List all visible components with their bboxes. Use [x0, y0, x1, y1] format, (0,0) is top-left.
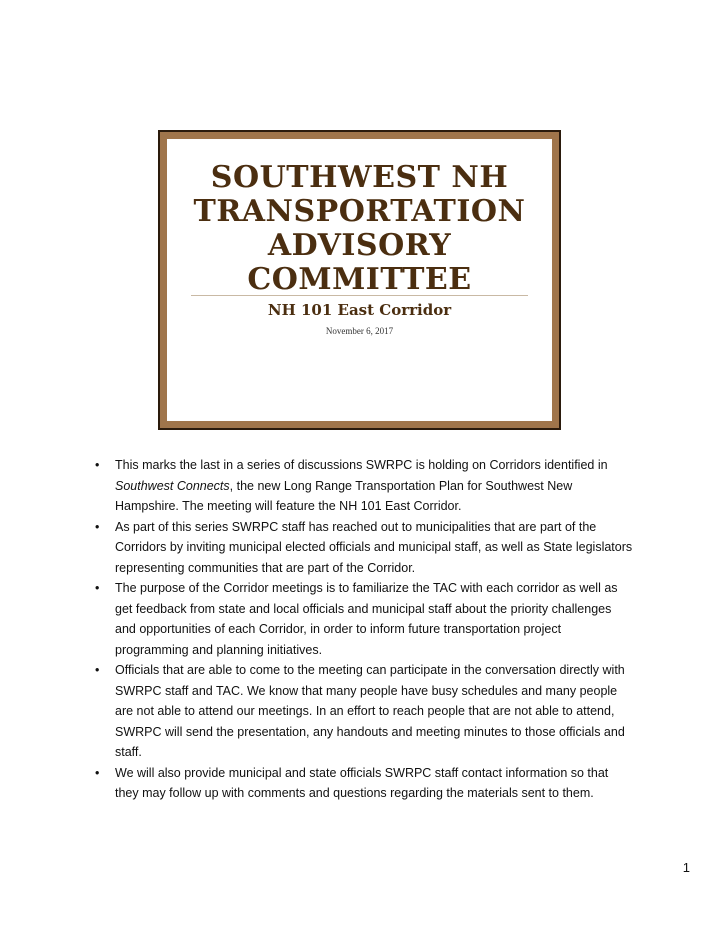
note-item: [93, 517, 633, 579]
plan-name: Southwest Connects: [115, 478, 230, 493]
slide-title-line: ADVISORY: [267, 228, 452, 263]
slide-title-line: COMMITTEE: [247, 262, 472, 297]
slide-title-line: TRANSPORTATION: [193, 194, 526, 229]
note-item: [93, 660, 633, 763]
bullet-icon: •: [95, 458, 100, 472]
bullet-icon: •: [95, 765, 100, 780]
note-item: [93, 763, 633, 804]
speaker-notes: [93, 455, 633, 804]
note-item: [93, 578, 633, 660]
slide-thumbnail: [158, 130, 561, 430]
bullet-icon: •: [95, 663, 100, 677]
title-divider: [191, 295, 528, 296]
slide-border: [160, 132, 559, 428]
note-text: , the new Long Range Transportation Plan for Southwest New Hampshire. The meeting will feature the NH 101 East Corridor.: [115, 478, 573, 513]
note-text: We will also provide municipal and state officials SWRPC staff contact information so that they may follow up with comments and questions regarding the materials sent to them.: [115, 765, 609, 800]
note-text: As part of this series SWRPC staff has reached out to municipalities that are part of the Corridors by inviting municipal elected officials and municipal staff, as well as State legislators representing communities that are part of the Corridor.: [115, 519, 633, 575]
bullet-icon: •: [95, 581, 100, 595]
slide-title: [167, 161, 552, 297]
slide-title-line: SOUTHWEST NH: [210, 160, 509, 195]
note-text: This marks the last in a series of discussions SWRPC is holding on Corridors identified in: [115, 458, 608, 472]
note-text: The purpose of the Corridor meetings is to familiarize the TAC with each corridor as well as get feedback from state and local officials and municipal staff about the priority challenges and opportunities of each Corridor, in order to inform future transportation project programming and planning initiatives.: [115, 581, 618, 657]
slide-date: November 6, 2017: [325, 326, 394, 336]
slide-subtitle: NH 101 East Corridor: [267, 301, 452, 319]
bullet-icon: •: [95, 519, 100, 534]
slide-content: [167, 139, 552, 421]
note-item: [93, 455, 633, 517]
note-text: Officials that are able to come to the meeting can participate in the conversation directly with SWRPC staff and TAC. We know that many people have busy schedules and many people are not able to attend our meetings. In an effort to reach people that are not able to attend, SWRPC will send the presentation, any handouts and meeting minutes to those officials and staff.: [115, 663, 625, 759]
page-number: 1: [682, 860, 690, 875]
